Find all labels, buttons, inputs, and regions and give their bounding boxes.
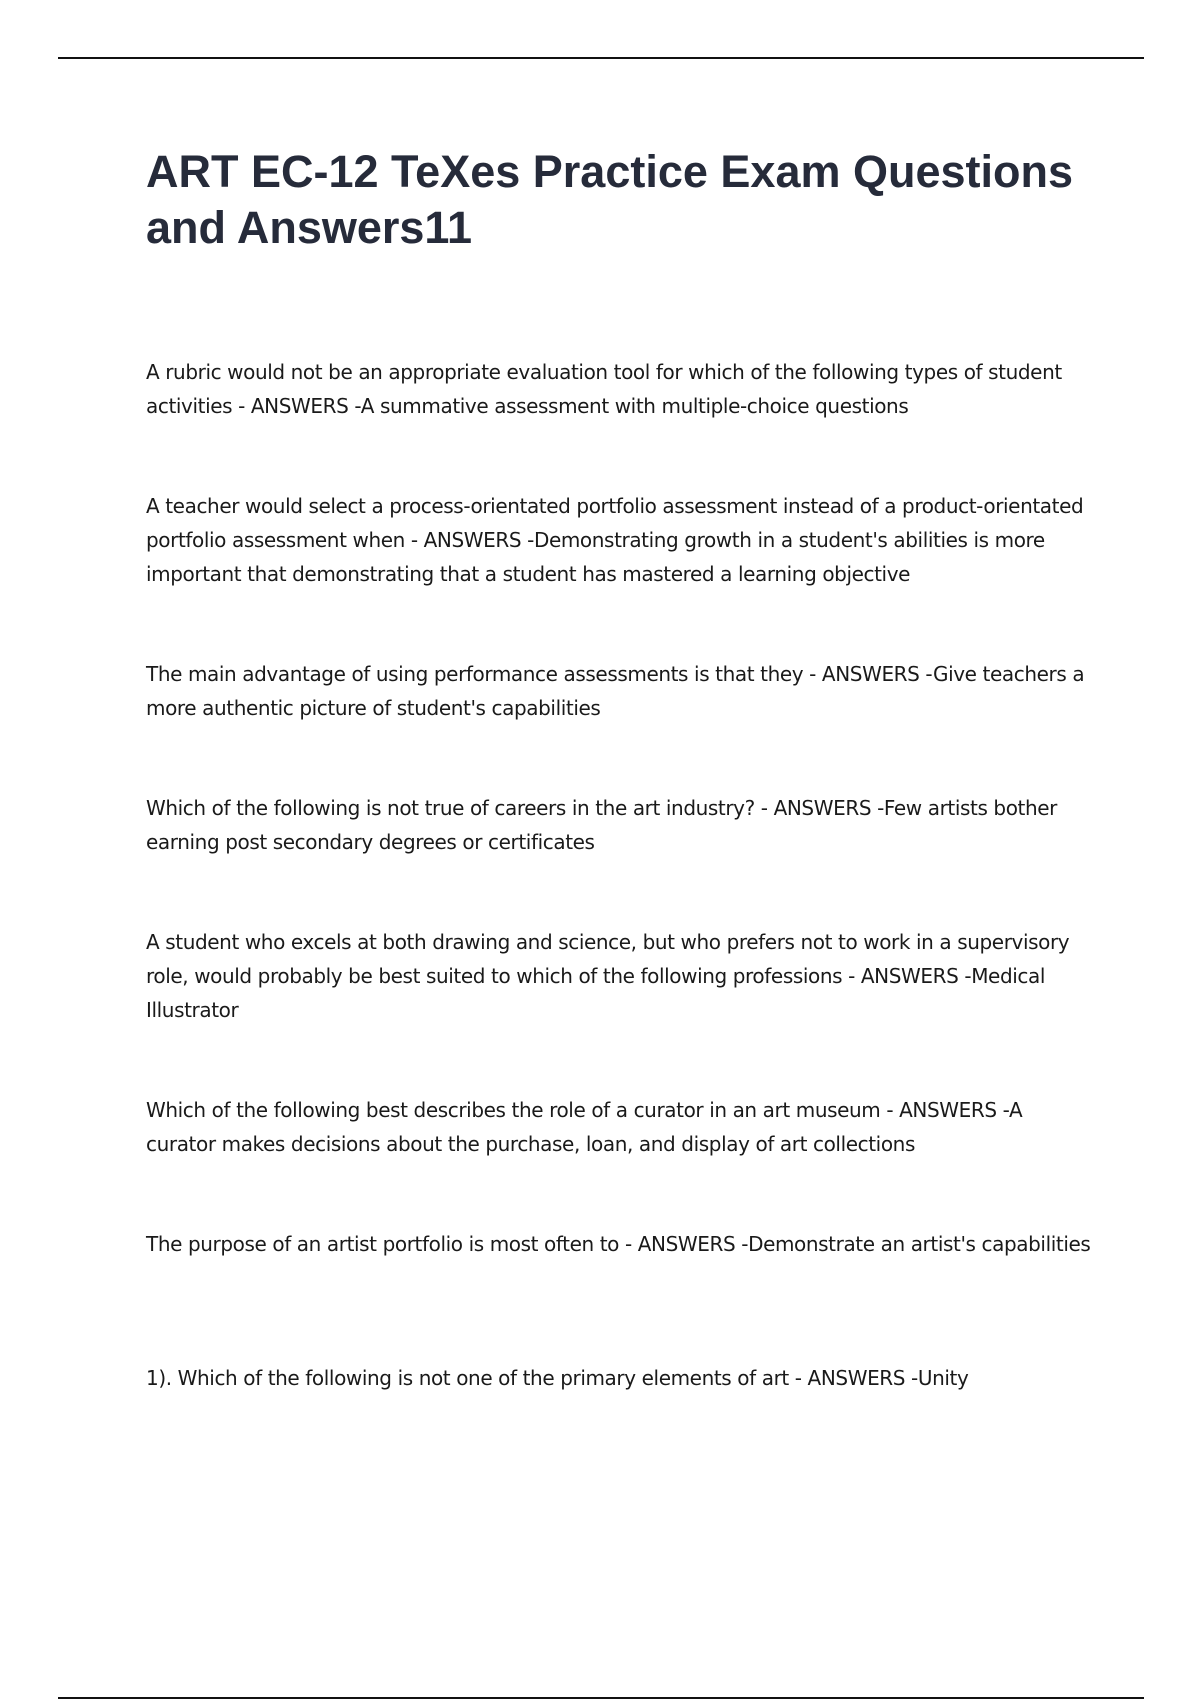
top-rule: [58, 57, 1144, 59]
qa-entry-6: Which of the following best describes the role of a curator in an art museum - ANSWERS -A curator makes decisions about the purchase, loan, and display of art collections: [146, 1098, 1023, 1156]
document-title: ART EC-12 TeXes Practice Exam Questions and Answers11: [146, 146, 1074, 253]
qa-entry-3: The main advantage of using performance assessments is that they - ANSWERS -Give teachers a more authentic picture of student's capabilities: [146, 662, 1085, 720]
bottom-rule: [58, 1697, 1144, 1699]
qa-entry-5: A student who excels at both drawing and science, but who prefers not to work in a supervisory role, would probably be best suited to which of the following professions - ANSWERS -Medical Illustrator: [146, 930, 1070, 1022]
qa-entry-7: The purpose of an artist portfolio is most often to - ANSWERS -Demonstrate an artist's capabilities: [146, 1232, 1091, 1256]
qa-entry-2: A teacher would select a process-orientated portfolio assessment instead of a product-orientated portfolio assessment when - ANSWERS -Demonstrating growth in a student's abilities is more important that demonstrating that a student has mastered a learning objective: [146, 494, 1084, 586]
qa-entry-8: 1). Which of the following is not one of the primary elements of art - ANSWERS -Unity: [146, 1366, 969, 1390]
qa-entry-1: A rubric would not be an appropriate evaluation tool for which of the following types of student activities - ANSWERS -A summative assessment with multiple-choice questions: [146, 360, 1062, 418]
qa-entry-4: Which of the following is not true of careers in the art industry? - ANSWERS -Few artists bother earning post secondary degrees or certificates: [146, 796, 1058, 854]
